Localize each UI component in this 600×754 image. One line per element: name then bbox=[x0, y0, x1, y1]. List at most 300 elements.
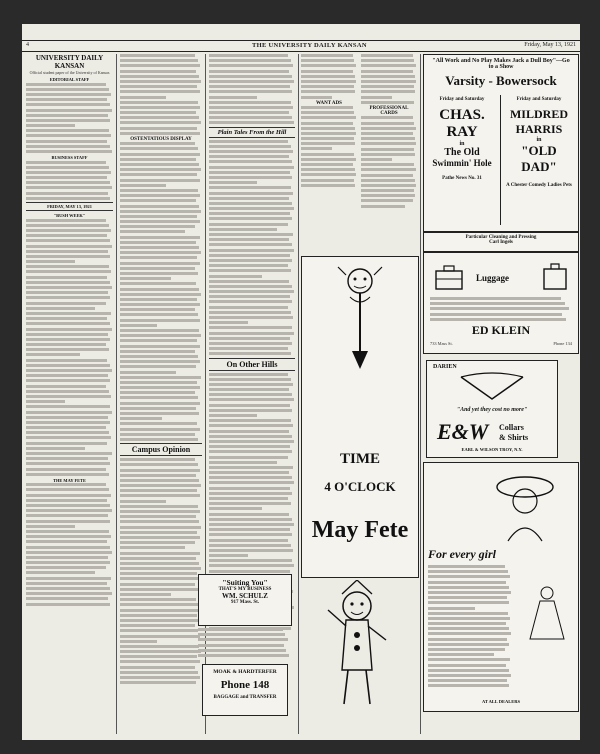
text-line bbox=[301, 106, 353, 109]
text-line bbox=[428, 658, 510, 661]
text-line bbox=[209, 507, 262, 510]
text-line bbox=[209, 352, 291, 355]
column-3 bbox=[209, 54, 295, 632]
text-line bbox=[361, 205, 405, 208]
text-line bbox=[26, 374, 108, 377]
text-line bbox=[301, 80, 356, 83]
collar-icon bbox=[457, 371, 527, 403]
text-line bbox=[301, 75, 355, 78]
right-day: Friday and Saturday bbox=[516, 97, 562, 102]
text-line bbox=[301, 122, 353, 125]
text-line bbox=[120, 85, 197, 88]
tales-body bbox=[209, 140, 295, 356]
ad-headline: For every girl bbox=[428, 547, 496, 561]
text-line bbox=[120, 624, 195, 627]
suitcase-icon bbox=[542, 261, 568, 291]
text-line bbox=[120, 407, 196, 410]
campus-opinion-heading: Campus Opinion bbox=[120, 443, 202, 456]
luggage-copy bbox=[430, 297, 572, 323]
text-line bbox=[120, 298, 197, 301]
text-line bbox=[209, 249, 294, 252]
text-line bbox=[361, 142, 416, 145]
text-line bbox=[361, 137, 415, 140]
text-line bbox=[26, 488, 109, 491]
text-line bbox=[26, 348, 109, 351]
text-line bbox=[209, 409, 292, 412]
tailor-name: WM. SCHULZ bbox=[222, 592, 268, 600]
text-line bbox=[26, 504, 110, 507]
text-line bbox=[428, 596, 507, 599]
text-line bbox=[209, 533, 292, 536]
store-phone: Phone 134 bbox=[553, 341, 572, 346]
text-line bbox=[428, 570, 508, 573]
text-line bbox=[120, 396, 198, 399]
text-line bbox=[301, 147, 332, 150]
text-line bbox=[120, 510, 200, 513]
text-line bbox=[120, 101, 198, 104]
moak-name: MOAK & HARDTERFER bbox=[213, 669, 277, 675]
text-line bbox=[361, 132, 413, 135]
text-line bbox=[361, 59, 414, 62]
text-line bbox=[120, 609, 201, 612]
text-line bbox=[198, 638, 288, 641]
text-line bbox=[120, 179, 200, 182]
text-line bbox=[120, 80, 201, 83]
text-line bbox=[26, 473, 109, 476]
tailor-address: 917 Mass. St. bbox=[230, 600, 260, 605]
plain-tales-heading: Plain Tales From the Hill bbox=[209, 127, 295, 138]
text-line bbox=[209, 549, 293, 552]
text-line bbox=[361, 153, 415, 156]
text-line bbox=[26, 322, 110, 325]
text-line bbox=[209, 64, 293, 67]
dress-sketch-icon bbox=[520, 583, 574, 643]
text-line bbox=[26, 457, 108, 460]
staff-list bbox=[26, 83, 113, 153]
text-line bbox=[26, 452, 112, 455]
text-line bbox=[209, 471, 289, 474]
text-line bbox=[120, 572, 197, 575]
trunk-icon bbox=[434, 265, 464, 291]
text-line bbox=[428, 679, 507, 682]
text-line bbox=[26, 328, 112, 331]
text-line bbox=[209, 176, 292, 179]
professional-cards-heading: PROFESSIONAL CARDS bbox=[369, 105, 409, 117]
editorial-staff-heading: EDITORIAL STAFF bbox=[49, 77, 90, 83]
text-line bbox=[209, 518, 292, 521]
text-line bbox=[209, 202, 292, 205]
text-line bbox=[198, 649, 286, 652]
text-line bbox=[209, 347, 288, 350]
text-line bbox=[301, 132, 356, 135]
cards-body bbox=[361, 116, 417, 207]
text-line bbox=[301, 127, 355, 130]
ad-copy bbox=[428, 565, 512, 690]
business-staff-heading: BUSINESS STAFF bbox=[51, 155, 88, 161]
text-line bbox=[26, 270, 111, 273]
business-list bbox=[26, 161, 113, 200]
text-line bbox=[120, 293, 201, 296]
text-line bbox=[120, 541, 195, 544]
text-line bbox=[26, 483, 106, 486]
fete-time: TIME bbox=[339, 451, 380, 467]
text-line bbox=[26, 145, 110, 148]
clown-cartoon-icon bbox=[322, 580, 392, 710]
text-line bbox=[26, 276, 107, 279]
text-line bbox=[361, 75, 415, 78]
text-line bbox=[120, 583, 195, 586]
text-line bbox=[428, 565, 505, 568]
text-line bbox=[209, 383, 293, 386]
column-1 bbox=[26, 54, 113, 608]
text-line bbox=[120, 428, 200, 431]
issue-date: Friday, May 13, 1921 bbox=[524, 42, 576, 48]
suiting-headline: "Suiting You" bbox=[222, 578, 268, 587]
text-line bbox=[26, 442, 107, 445]
article-body bbox=[301, 54, 357, 99]
newspaper-page bbox=[22, 24, 580, 740]
text-line bbox=[209, 80, 294, 83]
left-film-line2: Swimmin' Hole bbox=[432, 158, 492, 168]
text-line bbox=[301, 142, 355, 145]
text-line bbox=[209, 290, 294, 293]
text-line bbox=[120, 614, 197, 617]
text-line bbox=[209, 321, 248, 324]
text-line bbox=[301, 111, 354, 114]
text-line bbox=[26, 499, 107, 502]
text-line bbox=[26, 98, 107, 101]
text-line bbox=[26, 369, 112, 372]
column-rule bbox=[116, 54, 117, 734]
text-line bbox=[26, 245, 112, 248]
text-line bbox=[361, 127, 416, 130]
column-rule bbox=[298, 54, 299, 734]
text-line bbox=[428, 669, 509, 672]
text-line bbox=[26, 224, 109, 227]
text-line bbox=[26, 186, 112, 189]
text-line bbox=[209, 393, 292, 396]
text-line bbox=[120, 500, 166, 503]
text-line bbox=[120, 494, 200, 497]
text-line bbox=[361, 194, 415, 197]
text-line bbox=[361, 70, 413, 73]
text-line bbox=[26, 129, 109, 132]
store-name: ED KLEIN bbox=[471, 323, 531, 337]
text-line bbox=[120, 598, 196, 601]
text-line bbox=[120, 194, 200, 197]
ad-divider bbox=[500, 95, 501, 225]
text-line bbox=[209, 280, 289, 283]
cleaning-headline: Particular Cleaning and Pressing bbox=[465, 235, 537, 240]
text-line bbox=[120, 127, 197, 130]
text-line bbox=[26, 514, 108, 517]
left-day: Friday and Saturday bbox=[439, 97, 485, 102]
text-line bbox=[209, 54, 288, 57]
text-line bbox=[120, 153, 200, 156]
text-line bbox=[209, 430, 289, 433]
text-line bbox=[301, 59, 354, 62]
text-line bbox=[209, 85, 290, 88]
text-line bbox=[120, 360, 200, 363]
text-line bbox=[209, 212, 290, 215]
text-line bbox=[120, 168, 201, 171]
show-slogan: "All Work and No Play Makes Jack a Dull Boy"—Go to a Show bbox=[432, 58, 570, 70]
text-line bbox=[120, 205, 199, 208]
text-line bbox=[120, 552, 200, 555]
text-line bbox=[26, 462, 110, 465]
text-line bbox=[26, 509, 112, 512]
text-line bbox=[120, 324, 157, 327]
text-line bbox=[120, 267, 195, 270]
text-line bbox=[120, 262, 200, 265]
right-extra: A Chester Comedy Ladies Pets bbox=[506, 183, 572, 188]
text-line bbox=[26, 530, 109, 533]
text-line bbox=[120, 515, 196, 518]
ad-footer: AT ALL DEALERS bbox=[481, 699, 521, 704]
text-line bbox=[209, 181, 257, 184]
text-line bbox=[26, 265, 109, 268]
right-feature bbox=[503, 97, 575, 188]
text-line bbox=[120, 417, 162, 420]
text-line bbox=[198, 633, 285, 636]
text-line bbox=[120, 526, 201, 529]
text-line bbox=[26, 587, 110, 590]
text-line bbox=[120, 158, 196, 161]
text-line bbox=[120, 412, 199, 415]
text-line bbox=[301, 153, 354, 156]
text-line bbox=[120, 236, 200, 239]
text-line bbox=[209, 466, 293, 469]
other-hills-heading: On Other Hills bbox=[209, 358, 295, 371]
text-line bbox=[120, 147, 198, 150]
text-line bbox=[26, 571, 95, 574]
text-line bbox=[209, 342, 292, 345]
text-line bbox=[120, 660, 200, 663]
text-line bbox=[120, 345, 200, 348]
text-line bbox=[120, 371, 176, 374]
text-line bbox=[428, 591, 511, 594]
column-rule bbox=[420, 54, 421, 734]
article-body bbox=[361, 54, 417, 104]
right-film: "OLD DAD" bbox=[521, 143, 557, 174]
page-number: 4 bbox=[26, 42, 29, 48]
text-line bbox=[26, 192, 108, 195]
text-line bbox=[26, 520, 110, 523]
text-line bbox=[120, 142, 195, 145]
text-line bbox=[26, 603, 110, 606]
text-line bbox=[361, 80, 416, 83]
text-line bbox=[26, 431, 109, 434]
text-line bbox=[198, 628, 283, 631]
text-line bbox=[26, 219, 106, 222]
text-line bbox=[26, 291, 108, 294]
paper-subtitle: Official student paper of the University of Kansas bbox=[29, 70, 110, 75]
editorial-body bbox=[26, 219, 113, 476]
text-line bbox=[120, 531, 197, 534]
text-line bbox=[209, 254, 290, 257]
text-line bbox=[209, 487, 290, 490]
text-line bbox=[209, 332, 294, 335]
text-line bbox=[209, 197, 289, 200]
text-line bbox=[209, 275, 262, 278]
text-line bbox=[209, 559, 292, 562]
text-line bbox=[120, 577, 200, 580]
text-line bbox=[26, 250, 108, 253]
text-line bbox=[26, 566, 106, 569]
text-line bbox=[209, 311, 291, 314]
text-line bbox=[209, 404, 290, 407]
left-in: in bbox=[459, 141, 465, 147]
text-line bbox=[26, 317, 107, 320]
text-line bbox=[209, 492, 292, 495]
text-line bbox=[428, 627, 509, 630]
text-line bbox=[26, 582, 107, 585]
text-line bbox=[26, 234, 107, 237]
text-line bbox=[430, 313, 562, 316]
article-body bbox=[120, 54, 202, 135]
text-line bbox=[209, 544, 291, 547]
text-line bbox=[361, 54, 413, 57]
text-line bbox=[26, 416, 108, 419]
text-line bbox=[428, 674, 511, 677]
text-line bbox=[361, 199, 413, 202]
text-line bbox=[26, 114, 108, 117]
text-line bbox=[428, 622, 506, 625]
text-line bbox=[120, 479, 199, 482]
text-line bbox=[120, 116, 199, 119]
collar-monogram: E&W bbox=[437, 419, 489, 444]
text-line bbox=[26, 353, 80, 356]
suiting-tagline: THAT'S MY BUSINESS bbox=[218, 587, 272, 592]
text-line bbox=[361, 168, 416, 171]
text-line bbox=[26, 400, 65, 403]
text-line bbox=[209, 96, 257, 99]
text-line bbox=[209, 228, 277, 231]
text-line bbox=[26, 134, 111, 137]
text-line bbox=[26, 592, 112, 595]
collar-maker: EARL & WILSON TROY, N.Y. bbox=[461, 447, 523, 452]
article-heading: OSTENTATIOUS DISPLAY bbox=[130, 137, 192, 142]
text-line bbox=[120, 681, 196, 684]
text-line bbox=[120, 220, 200, 223]
text-line bbox=[120, 536, 200, 539]
text-line bbox=[120, 438, 198, 441]
text-line bbox=[120, 230, 185, 233]
text-line bbox=[120, 75, 199, 78]
text-line bbox=[120, 489, 197, 492]
text-line bbox=[120, 355, 198, 358]
text-line bbox=[120, 54, 195, 57]
text-line bbox=[26, 176, 107, 179]
luggage-ad bbox=[423, 252, 579, 354]
text-line bbox=[120, 588, 198, 591]
text-line bbox=[120, 402, 200, 405]
text-line bbox=[209, 398, 294, 401]
text-line bbox=[26, 119, 110, 122]
text-line bbox=[209, 259, 292, 262]
text-line bbox=[209, 160, 292, 163]
text-line bbox=[120, 163, 199, 166]
text-line bbox=[209, 306, 288, 309]
text-line bbox=[361, 90, 415, 93]
text-line bbox=[430, 302, 565, 305]
text-line bbox=[26, 343, 106, 346]
text-line bbox=[209, 269, 291, 272]
text-line bbox=[26, 436, 111, 439]
right-in: in bbox=[536, 137, 542, 143]
cards-body bbox=[198, 628, 290, 657]
paper-name: UNIVERSITY DAILY KANSAN bbox=[35, 54, 104, 70]
moak-service: BAGGAGE and TRANSFER bbox=[213, 695, 277, 700]
text-line bbox=[120, 593, 171, 596]
text-line bbox=[428, 664, 506, 667]
text-line bbox=[120, 90, 200, 93]
text-line bbox=[26, 161, 106, 164]
cleaning-ad bbox=[423, 232, 579, 252]
text-line bbox=[26, 166, 109, 169]
text-line bbox=[209, 150, 293, 153]
text-line bbox=[209, 192, 293, 195]
text-line bbox=[120, 319, 200, 322]
text-line bbox=[26, 286, 112, 289]
text-line bbox=[120, 272, 198, 275]
text-line bbox=[120, 282, 196, 285]
text-line bbox=[26, 405, 110, 408]
text-line bbox=[26, 379, 110, 382]
text-line bbox=[428, 617, 510, 620]
text-line bbox=[209, 513, 289, 516]
article-body bbox=[120, 142, 202, 441]
text-line bbox=[26, 411, 112, 414]
shirt-label: & Shirts bbox=[499, 433, 529, 442]
text-line bbox=[209, 243, 292, 246]
text-line bbox=[120, 520, 199, 523]
text-line bbox=[26, 525, 75, 528]
text-line bbox=[301, 54, 353, 57]
text-line bbox=[209, 121, 294, 124]
text-line bbox=[120, 70, 196, 73]
text-line bbox=[120, 313, 198, 316]
text-line bbox=[120, 132, 200, 135]
text-line bbox=[120, 629, 198, 632]
text-line bbox=[120, 288, 199, 291]
text-line bbox=[361, 96, 392, 99]
text-line bbox=[361, 163, 414, 166]
text-line bbox=[209, 476, 292, 479]
text-line bbox=[26, 150, 112, 153]
text-line bbox=[209, 388, 289, 391]
left-film-line1: The Old bbox=[444, 147, 480, 158]
text-line bbox=[120, 391, 195, 394]
text-line bbox=[198, 644, 284, 647]
text-line bbox=[26, 93, 111, 96]
text-line bbox=[120, 422, 197, 425]
text-line bbox=[430, 318, 566, 321]
text-line bbox=[120, 365, 196, 368]
text-line bbox=[120, 277, 171, 280]
text-line bbox=[301, 173, 356, 176]
left-extra: Pathe News No. 31 bbox=[442, 176, 482, 181]
text-line bbox=[26, 197, 110, 200]
text-line bbox=[209, 539, 288, 542]
text-line bbox=[209, 70, 289, 73]
text-line bbox=[26, 364, 110, 367]
text-line bbox=[26, 103, 110, 106]
text-line bbox=[26, 556, 108, 559]
text-line bbox=[26, 359, 107, 362]
text-line bbox=[428, 612, 508, 615]
text-line bbox=[120, 210, 201, 213]
